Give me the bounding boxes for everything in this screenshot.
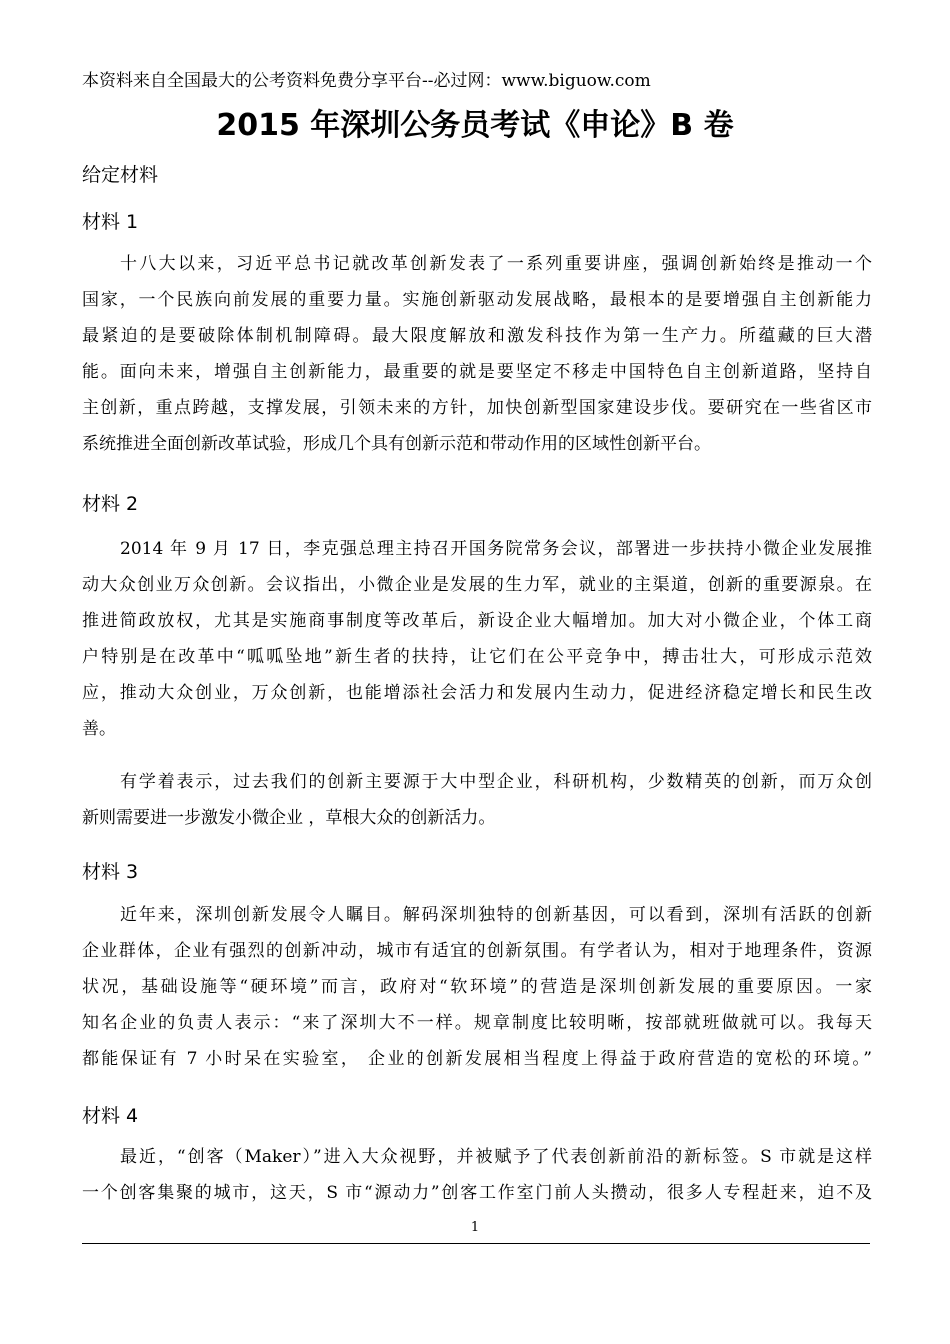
material-4-paragraph xyxy=(82,1139,872,1211)
text-line: 状况，基础设施等“硬环境”而言，政府对“软环境”的营造是深圳创新发展的重要原因。一家 xyxy=(82,977,872,997)
text-line: 都能保证有 7 小时呆在实验室， 企业的创新发展相当程度上得益于政府营造的宽松的环境。” xyxy=(82,1049,872,1069)
text-line: 有学着表示，过去我们的创新主要源于大中型企业，科研机构，少数精英的创新，而万众创 xyxy=(120,772,872,792)
material-2-heading: 材料 2 xyxy=(82,493,139,515)
material-3-paragraph xyxy=(82,897,872,1077)
section-heading: 给定材料 xyxy=(82,164,159,186)
text-line: 2014 年 9 月 17 日，李克强总理主持召开国务院常务会议，部署进一步扶持小微企业发展推 xyxy=(120,539,872,559)
document-title: 2015 年深圳公务员考试《申论》B 卷 xyxy=(216,108,734,143)
material-3-heading: 材料 3 xyxy=(82,861,139,883)
material-2-paragraph-1 xyxy=(82,531,872,747)
text-line: 主创新，重点跨越，支撑发展，引领未来的方针，加快创新型国家建设步伐。要研究在一些省区市 xyxy=(82,398,872,418)
text-line: 最紧迫的是要破除体制机制障碍。最大限度解放和激发科技作为第一生产力。所蕴藏的巨大潜 xyxy=(82,326,872,346)
text-line: 十八大以来，习近平总书记就改革创新发表了一系列重要讲座，强调创新始终是推动一个 xyxy=(120,254,872,274)
text-line: 企业群体，企业有强烈的创新冲动，城市有适宜的创新氛围。有学者认为，相对于地理条件，资源 xyxy=(82,941,872,961)
text-line: 国家，一个民族向前发展的重要力量。实施创新驱动发展战略，最根本的是要增强自主创新能力 xyxy=(82,290,872,310)
text-line: 系统推进全面创新改革试验，形成几个具有创新示范和带动作用的区域性创新平台。 xyxy=(82,434,711,454)
footer-divider xyxy=(82,1243,870,1244)
text-line: 动大众创业万众创新。会议指出，小微企业是发展的生力军，就业的主渠道，创新的重要源泉。在 xyxy=(82,575,872,595)
material-1-paragraph xyxy=(82,246,872,462)
text-line: 新则需要进一步激发小微企业 ，草根大众的创新活力。 xyxy=(82,808,496,828)
text-line: 一个创客集聚的城市，这天，S 市“源动力”创客工作室门前人头攒动，很多人专程赶来，迫不及 xyxy=(82,1183,872,1203)
material-2-paragraph-2 xyxy=(82,764,872,836)
text-line: 能。面向未来，增强自主创新能力，最重要的就是要坚定不移走中国特色自主创新道路，坚持自 xyxy=(82,362,872,382)
text-line: 户特别是在改革中“呱呱坠地”新生者的扶持，让它们在公平竞争中，搏击壮大，可形成示范效 xyxy=(82,647,872,667)
text-line: 知名企业的负责人表示：“来了深圳大不一样。规章制度比较明晰，按部就班做就可以。我每天 xyxy=(82,1013,872,1033)
material-4-heading: 材料 4 xyxy=(82,1105,139,1127)
text-line: 近年来，深圳创新发展令人瞩目。解码深圳独特的创新基因，可以看到，深圳有活跃的创新 xyxy=(120,905,872,925)
text-line: 善。 xyxy=(82,719,116,739)
text-line: 应，推动大众创业，万众创新，也能增添社会活力和发展内生动力，促进经济稳定增长和民生改 xyxy=(82,683,872,703)
text-line: 最近，“创客（Maker）”进入大众视野，并被赋予了代表创新前沿的新标签。S 市就是这样 xyxy=(120,1147,872,1167)
text-line: 推进简政放权，尤其是实施商事制度等改革后，新设企业大幅增加。加大对小微企业，个体工商 xyxy=(82,611,872,631)
source-line: 本资料来自全国最大的公考资料免费分享平台--必过网：www.biguow.com xyxy=(82,71,651,91)
page-number: 1 xyxy=(470,1220,480,1235)
material-1-heading: 材料 1 xyxy=(82,211,139,233)
